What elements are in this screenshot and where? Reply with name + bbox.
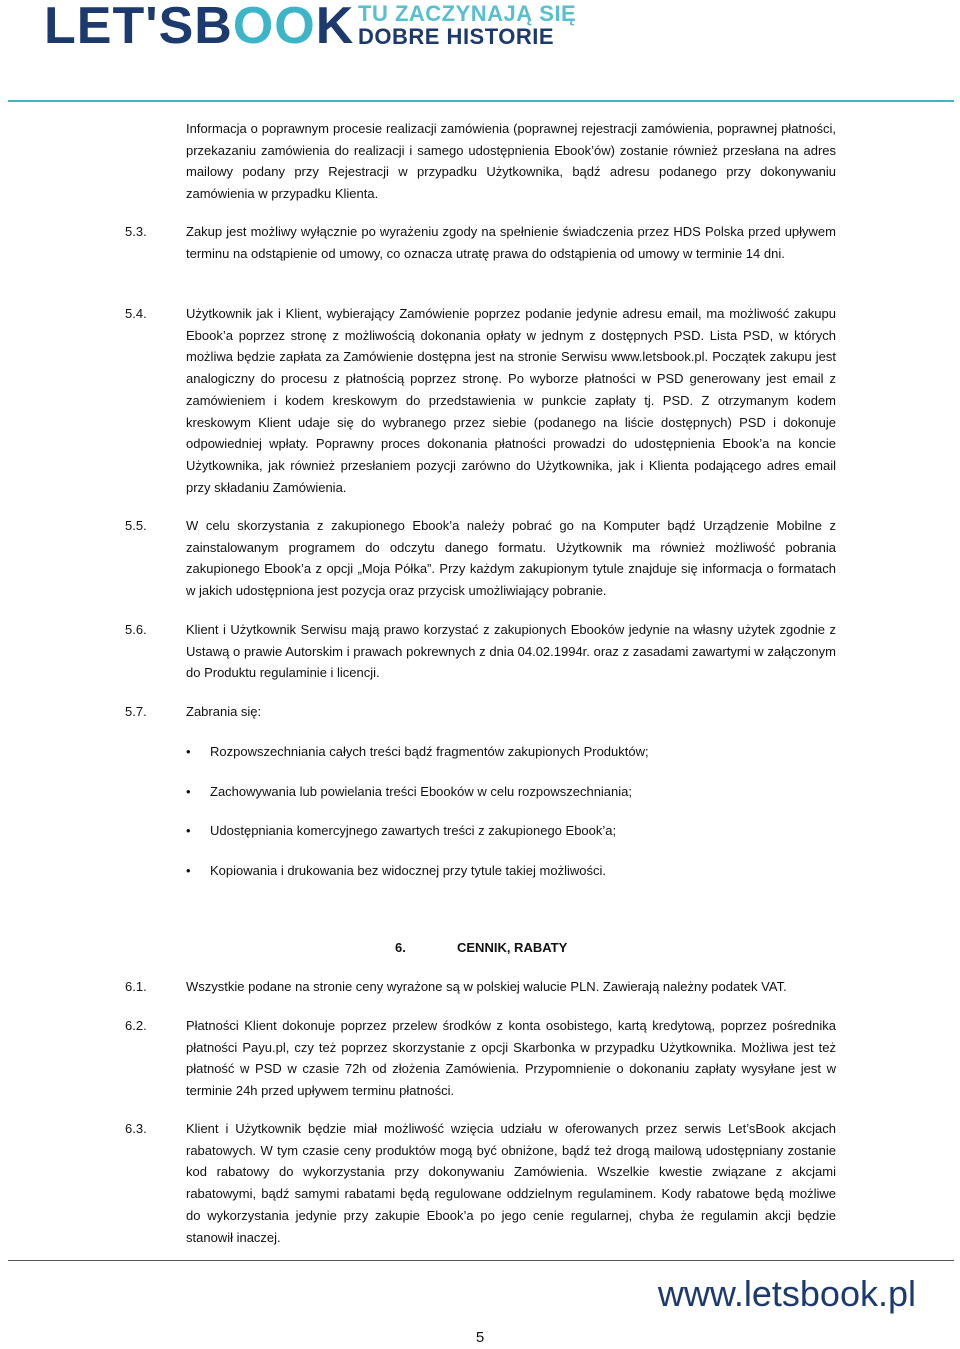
- header-divider: [8, 100, 954, 102]
- tagline-line-1: TU ZACZYNAJĄ SIĘ: [358, 1, 577, 26]
- prohibitions-list: [186, 741, 836, 899]
- section-heading: [395, 937, 567, 959]
- clause-number: 5.5.: [125, 518, 147, 533]
- tagline: [358, 2, 576, 48]
- page-number: 5: [475, 1329, 485, 1346]
- clause-text: Wszystkie podane na stronie ceny wyrażone są w polskiej walucie PLN. Zawierają należny podatek VAT.: [186, 979, 787, 994]
- clause-text: Płatności Klient dokonuje poprzez przelew środków z konta osobistego, kartą kredytową, poprzez pośrednika płatności Payu.pl, czy też poprzez skorzystanie z opcji Skarbonka w przypadku Użytkownika. Możliwa jest też płatność w PSD w czasie 72h od złożenia Zamówienia. Przypomnienie o dokonaniu zapłaty wysyłane jest w terminie 24h przed upływem terminu płatności.: [186, 1018, 836, 1099]
- clause-text: Klient i Użytkownik będzie miał możliwość wzięcia udziału w oferowanych przez serwis Let’sBook akcjach rabatowych. W tym czasie ceny produktów mogą być obniżone, bądź też drogą mailową udostępniany zostanie kod rabatowy do wykorzystania przy dokonywaniu Zamówienia. Wszelkie kwestie związane z akcjami rabatowymi, bądź samymi rabatami będą regulowane oddzielnym regulaminem. Kody rabatowe będą możliwe do wykorzystania jedynie przy zakupie Ebook’a po jego cenie regularnej, chyba że regulamin akcji będzie stanowił inaczej.: [186, 1121, 836, 1245]
- intro-paragraph: Informacja o poprawnym procesie realizacji zamówienia (poprawnej rejestracji zamówienia, poprawnej płatności, przekazaniu zamówienia do realizacji i samego udostępnienia Ebook’ów) zostanie również przesłana na adres mailowy podany przy Rejestracji w przypadku Użytkownika, bądź adresu podanego przy dokonywaniu zamówienia w przypadku Klienta.: [186, 121, 836, 202]
- clause-text: Klient i Użytkownik Serwisu mają prawo korzystać z zakupionych Ebooków jedynie na własny użytek zgodnie z Ustawą o prawie Autorskim i prawach pokrewnych z dnia 04.02.1994r. oraz z zasadami zawartymi w załączonym do Produktu regulaminie i licencji.: [186, 622, 836, 681]
- logo-text-k: K: [315, 0, 355, 55]
- clause-number: 5.4.: [125, 306, 147, 321]
- clause-number: 6.3.: [125, 1121, 147, 1136]
- clause-number: 5.6.: [125, 622, 147, 637]
- clause-text: Zabrania się:: [186, 704, 262, 719]
- page-header: [0, 0, 960, 100]
- logo-text-oo: OO: [232, 0, 316, 55]
- footer-website: www.letsbook.pl: [657, 1273, 916, 1314]
- section-number: 6.: [395, 940, 406, 955]
- logo-text-lets: LET'SB: [44, 0, 233, 55]
- clause-number: 6.1.: [125, 979, 147, 994]
- list-item: • Zachowywania lub powielania treści Ebooków w celu rozpowszechniania;: [186, 781, 836, 821]
- list-item: • Rozpowszechniania całych treści bądź fragmentów zakupionych Produktów;: [186, 741, 836, 781]
- footer-divider: [8, 1260, 954, 1261]
- clause-text: W celu skorzystania z zakupionego Ebook’a należy pobrać go na Komputer bądź Urządzenie Mobilne z zainstalowanym programem do odczytu danego formatu. Użytkownik ma również możliwość pobrania zakupionego Ebook’a z opcji „Moja Półka”. Przy każdym zakupionym tytule znajduje się informacja o formatach w jakich udostępniona jest pozycja oraz przycisk umożliwiający pobranie.: [186, 518, 836, 599]
- clause-number: 6.2.: [125, 1018, 147, 1033]
- tagline-line-2: DOBRE HISTORIE: [358, 24, 555, 49]
- clause-text: Użytkownik jak i Klient, wybierający Zamówienie poprzez podanie jedynie adresu email, ma możliwość zakupu Ebook’a poprzez stronę z możliwością dokonania opłaty w jednym z dostępnych PSD. Lista PSD, w których możliwa będzie zapłata za Zamówienie dostępna jest na stronie Serwisu www.letsbook.pl. Początek zakupu jest analogiczny do procesu z płatnością poprzez stronę. Po wyborze płatności w PSD generowany jest email z zamówieniem i kodem kreskowym do przedstawienia w punkcie zapłaty tj. PSD. Z otrzymanym kodem kreskowym Klient udaje się do wybranego przez siebie (podanego na liście dostępnych) PSD i dokonuje odpowiedniej wpłaty. Poprawny proces dokonania płatności prowadzi do udostępnienia Ebook’a na koncie Użytkownika, jak również przesłaniem pozycji zarówno do Użytkownika, jak i Klienta podającego adres email przy składaniu Zamówienia.: [186, 306, 836, 495]
- section-title: CENNIK, RABATY: [457, 940, 568, 955]
- clause-text: Zakup jest możliwy wyłącznie po wyrażeniu zgody na spełnienie świadczenia przez HDS Polska przed upływem terminu na odstąpienie od umowy, co oznacza utratę prawa do odstąpienia od umowy w terminie 14 dni.: [186, 224, 836, 261]
- letsbook-logo: [44, 0, 355, 55]
- clause-number: 5.7.: [125, 704, 147, 719]
- list-item: • Udostępniania komercyjnego zawartych treści z zakupionego Ebook’a;: [186, 820, 836, 860]
- list-item: • Kopiowania i drukowania bez widocznej przy tytule takiej możliwości.: [186, 860, 836, 900]
- clause-number: 5.3.: [125, 224, 147, 239]
